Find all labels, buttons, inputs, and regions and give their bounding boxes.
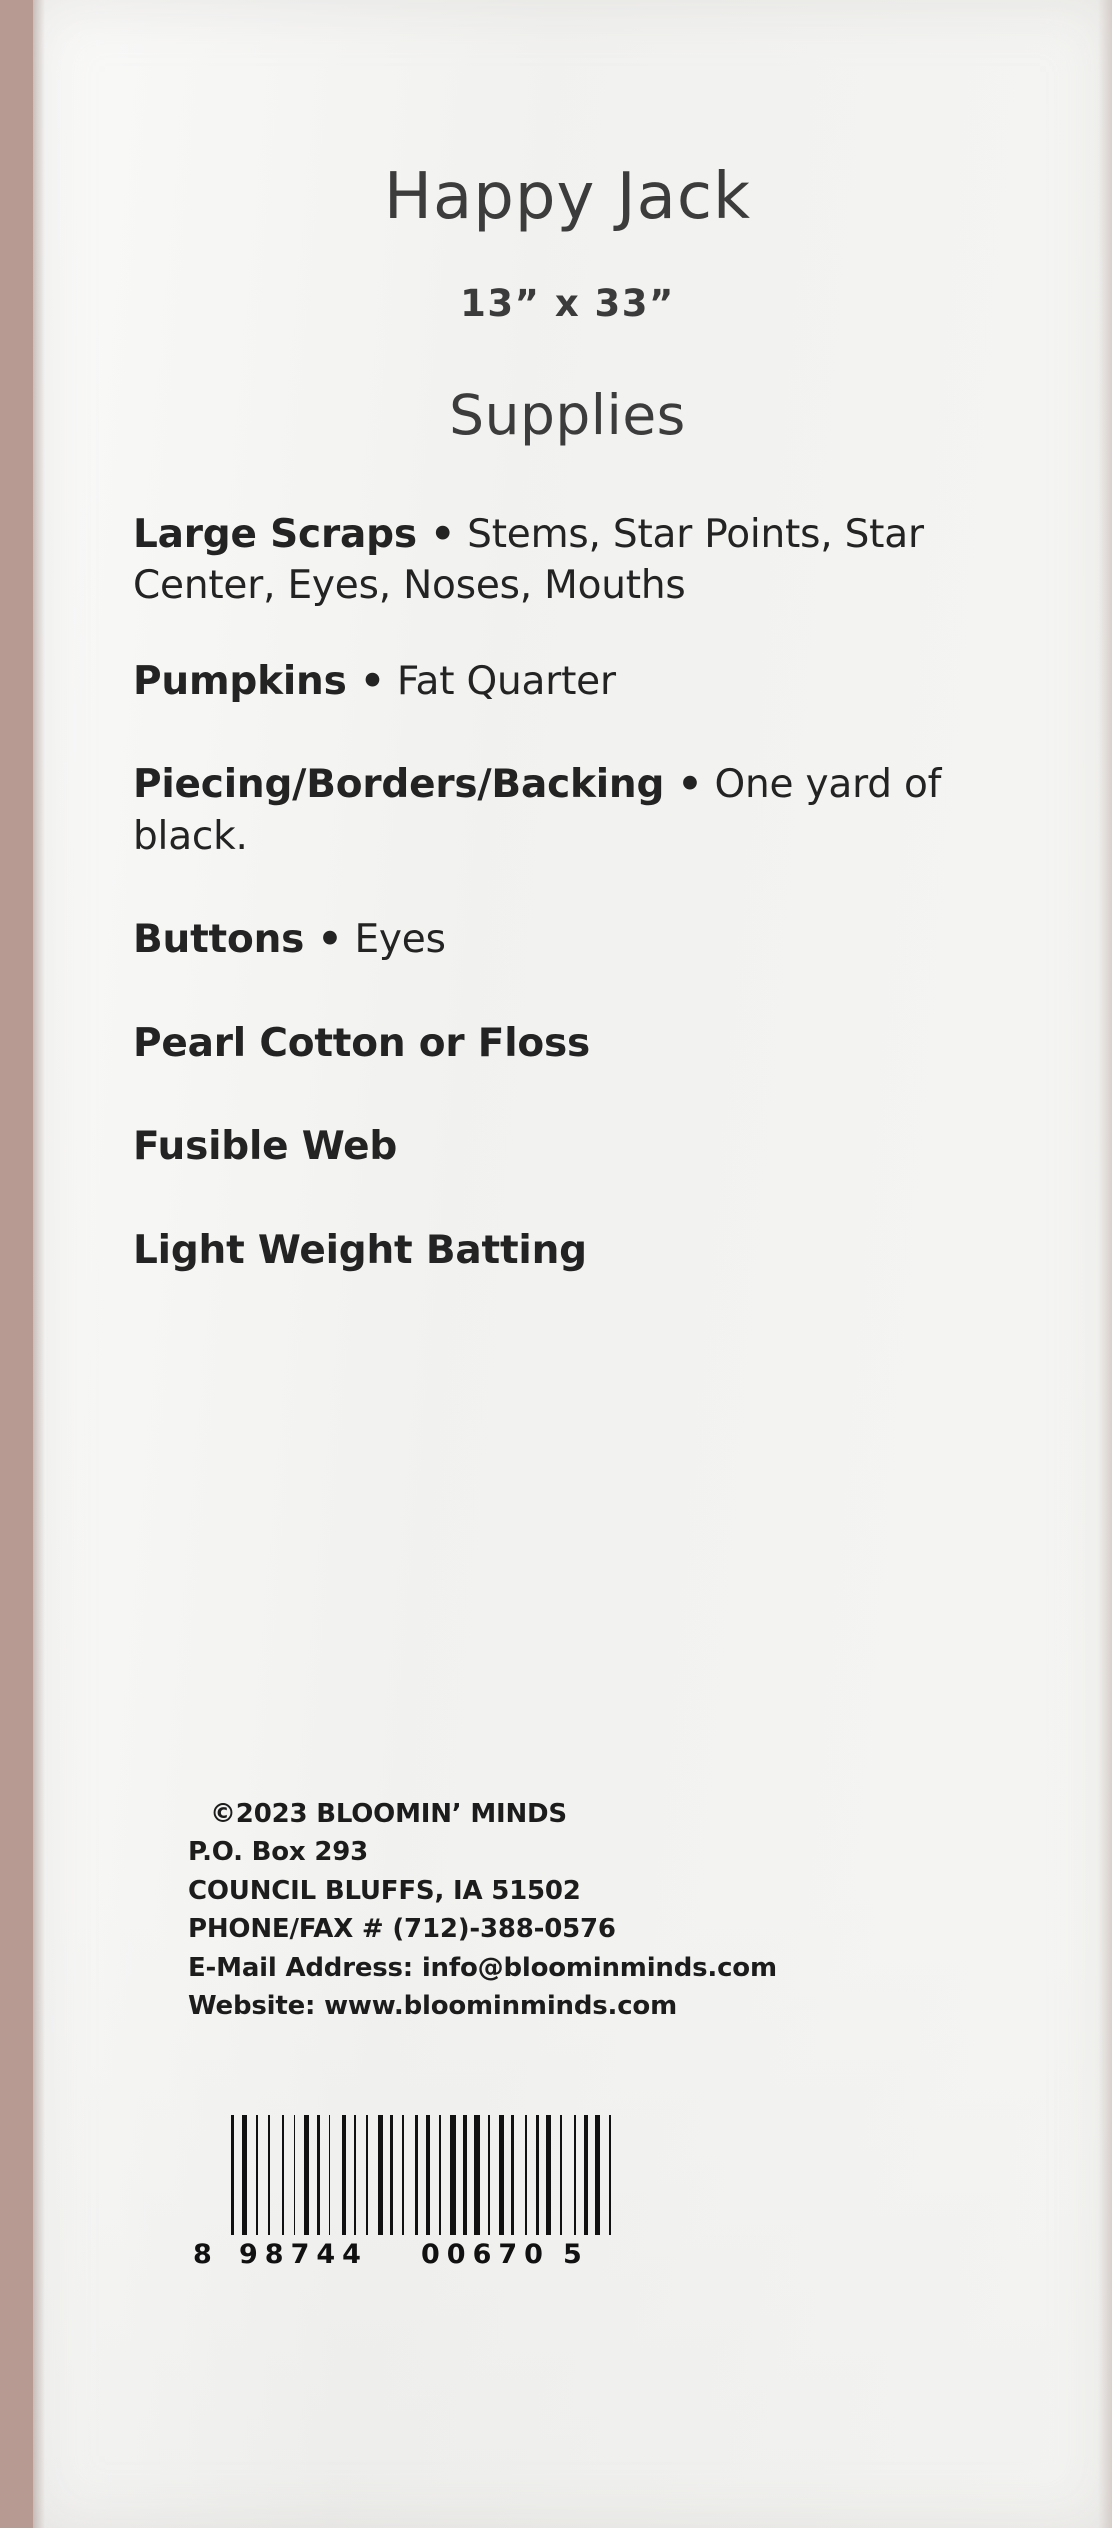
page-title: Happy Jack	[383, 160, 752, 234]
list-item	[133, 656, 1002, 707]
barcode-bar	[470, 2115, 472, 2235]
barcode-bar	[402, 2115, 404, 2235]
barcode-bar	[298, 2115, 301, 2235]
barcode-bar	[294, 2115, 296, 2235]
supply-label: Pearl Cotton or Floss	[133, 1020, 591, 1066]
barcode-bar	[273, 2115, 279, 2235]
barcode-bar	[488, 2115, 490, 2235]
city-state-zip-line: COUNCIL BLUFFS, IA 51502	[188, 1875, 581, 1906]
barcode-bar	[268, 2115, 271, 2235]
barcode-bar	[444, 2115, 447, 2235]
copyright-line: ©2023 BLOOMIN’ MINDS	[210, 1799, 567, 1829]
list-item	[133, 914, 1002, 965]
barcode-bar	[366, 2115, 368, 2235]
barcode-bar	[282, 2115, 284, 2235]
barcode-bar	[396, 2115, 399, 2235]
barcode-bar	[421, 2115, 423, 2235]
barcode-bar	[439, 2115, 441, 2235]
barcode-group-2: 00670	[421, 2239, 550, 2270]
supplies-heading: Supplies	[449, 383, 686, 447]
po-box-line: P.O. Box 293	[188, 1837, 368, 1868]
list-item	[133, 759, 1002, 862]
barcode-bar	[256, 2115, 258, 2235]
barcode-group-1: 98744	[239, 2239, 368, 2270]
barcode-bar	[609, 2115, 611, 2235]
supply-label: Fusible Web	[133, 1124, 398, 1170]
barcode-digit-right: 5	[563, 2239, 582, 2270]
finished-size: 13” x 33”	[460, 282, 675, 325]
barcode-bar	[426, 2115, 430, 2235]
phone-line: PHONE/FAX # (712)-388-0576	[188, 1914, 616, 1945]
barcode-bar	[333, 2115, 339, 2235]
supply-label: Light Weight Batting	[133, 1227, 587, 1273]
barcode-bar	[317, 2115, 320, 2235]
list-item	[133, 1121, 1002, 1172]
barcode-bar	[483, 2115, 486, 2235]
company-info	[188, 1795, 777, 2026]
barcode-bar	[371, 2115, 374, 2235]
barcode-bar	[459, 2115, 461, 2235]
supply-detail: One yard of black.	[133, 762, 942, 859]
barcode-bar	[342, 2115, 345, 2235]
barcode-bar	[261, 2115, 265, 2235]
supply-label: Piecing/Borders/Backing •	[133, 762, 703, 808]
barcode-bar	[304, 2115, 309, 2235]
barcode	[193, 2115, 623, 2273]
barcode-bar	[591, 2115, 593, 2235]
barcode-bar	[463, 2115, 466, 2235]
barcode-bar	[474, 2115, 479, 2235]
barcode-bar	[433, 2115, 436, 2235]
barcode-digit-left: 8	[193, 2239, 212, 2270]
barcode-bar	[323, 2115, 326, 2235]
barcode-bar	[415, 2115, 418, 2235]
barcode-bar	[354, 2115, 357, 2235]
barcode-bar	[386, 2115, 388, 2235]
supply-label: Large Scraps •	[133, 512, 455, 557]
list-item	[133, 1225, 1002, 1276]
supply-detail: Fat Quarter	[384, 658, 616, 704]
barcode-bar	[359, 2115, 363, 2235]
barcode-bar	[507, 2115, 509, 2235]
supply-detail: Eyes	[342, 917, 446, 963]
barcode-bar	[242, 2115, 247, 2235]
barcode-bar	[536, 2115, 539, 2235]
barcode-bar	[493, 2115, 496, 2235]
barcode-bar	[595, 2115, 600, 2235]
barcode-bar	[525, 2115, 527, 2235]
barcode-bar	[349, 2115, 351, 2235]
supplies-list	[133, 509, 1002, 1276]
pattern-label-card	[33, 0, 1112, 2528]
barcode-bar	[378, 2115, 383, 2235]
supply-label: Pumpkins •	[133, 658, 385, 704]
barcode-bar	[329, 2115, 331, 2235]
list-item	[133, 509, 1002, 612]
barcode-bars	[231, 2115, 621, 2235]
barcode-bar	[542, 2115, 544, 2235]
website-line: Website: www.bloominminds.com	[188, 1991, 677, 2022]
supply-label: Buttons •	[133, 917, 343, 963]
email-line: E-Mail Address: info@bloominminds.com	[188, 1952, 777, 1983]
barcode-bar	[554, 2115, 557, 2235]
barcode-bar	[511, 2115, 514, 2235]
barcode-bar	[517, 2115, 522, 2235]
barcode-bar	[407, 2115, 412, 2235]
barcode-bar	[312, 2115, 314, 2235]
barcode-bar	[390, 2115, 393, 2235]
list-item	[133, 1018, 1002, 1069]
supply-detail: Stems, Star Points, Star Center, Eyes, Noses, Mouths	[133, 512, 924, 609]
barcode-bar	[565, 2115, 571, 2235]
barcode-bar	[546, 2115, 550, 2235]
barcode-bar	[584, 2115, 587, 2235]
barcode-bar	[231, 2115, 234, 2235]
barcode-bar	[250, 2115, 253, 2235]
barcode-bar	[614, 2115, 618, 2235]
barcode-bar	[530, 2115, 533, 2235]
barcode-bar	[560, 2115, 562, 2235]
barcode-bar	[450, 2115, 456, 2235]
barcode-bar	[237, 2115, 239, 2235]
barcode-digits	[193, 2239, 623, 2273]
barcode-bar	[574, 2115, 577, 2235]
barcode-bar	[499, 2115, 503, 2235]
barcode-bar	[579, 2115, 581, 2235]
barcode-bar	[287, 2115, 290, 2235]
barcode-bar	[603, 2115, 606, 2235]
